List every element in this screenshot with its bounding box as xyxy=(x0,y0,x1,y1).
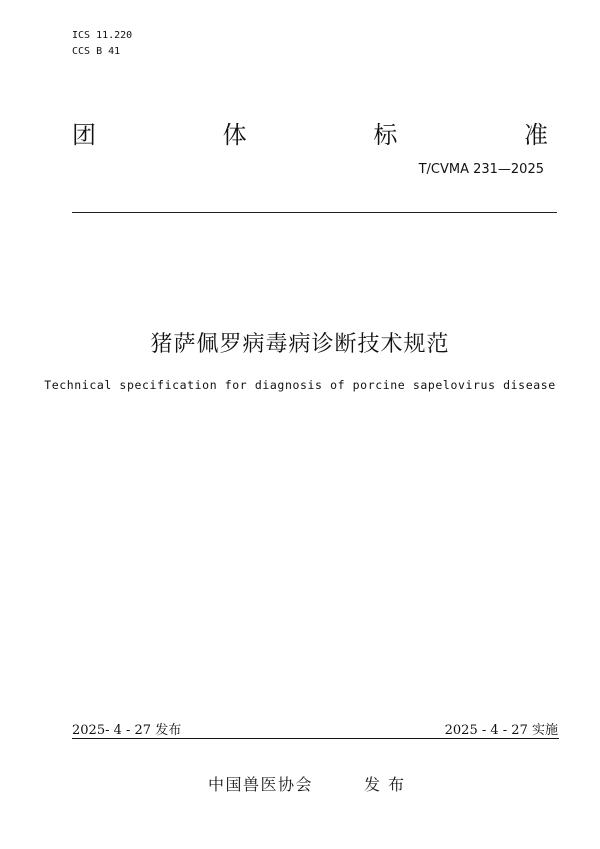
ics-code: ICS 11.220 xyxy=(72,30,133,41)
standard-type-char: 准 xyxy=(523,121,548,149)
publish-label: 发布 xyxy=(364,775,413,794)
header-divider xyxy=(72,212,557,213)
footer-divider xyxy=(72,738,559,739)
standard-type-char: 团 xyxy=(72,121,96,149)
document-title-zh: 猪萨佩罗病毒病诊断技术规范 xyxy=(150,332,450,357)
ccs-code: CCS B 41 xyxy=(72,46,121,57)
standard-number: T/CVMA 231—2025 xyxy=(418,162,544,177)
document-title-en: Technical specification for diagnosis of porcine sapelovirus disease xyxy=(44,378,556,392)
standard-type-char: 标 xyxy=(373,121,398,149)
standard-type-char: 体 xyxy=(222,121,247,149)
publisher-name: 中国兽医协会 xyxy=(208,775,314,794)
publish-date: 2025- 4 - 27 发布 xyxy=(72,723,182,738)
standard-type-heading xyxy=(72,115,548,150)
implementation-date: 2025 - 4 - 27 实施 xyxy=(444,723,558,738)
